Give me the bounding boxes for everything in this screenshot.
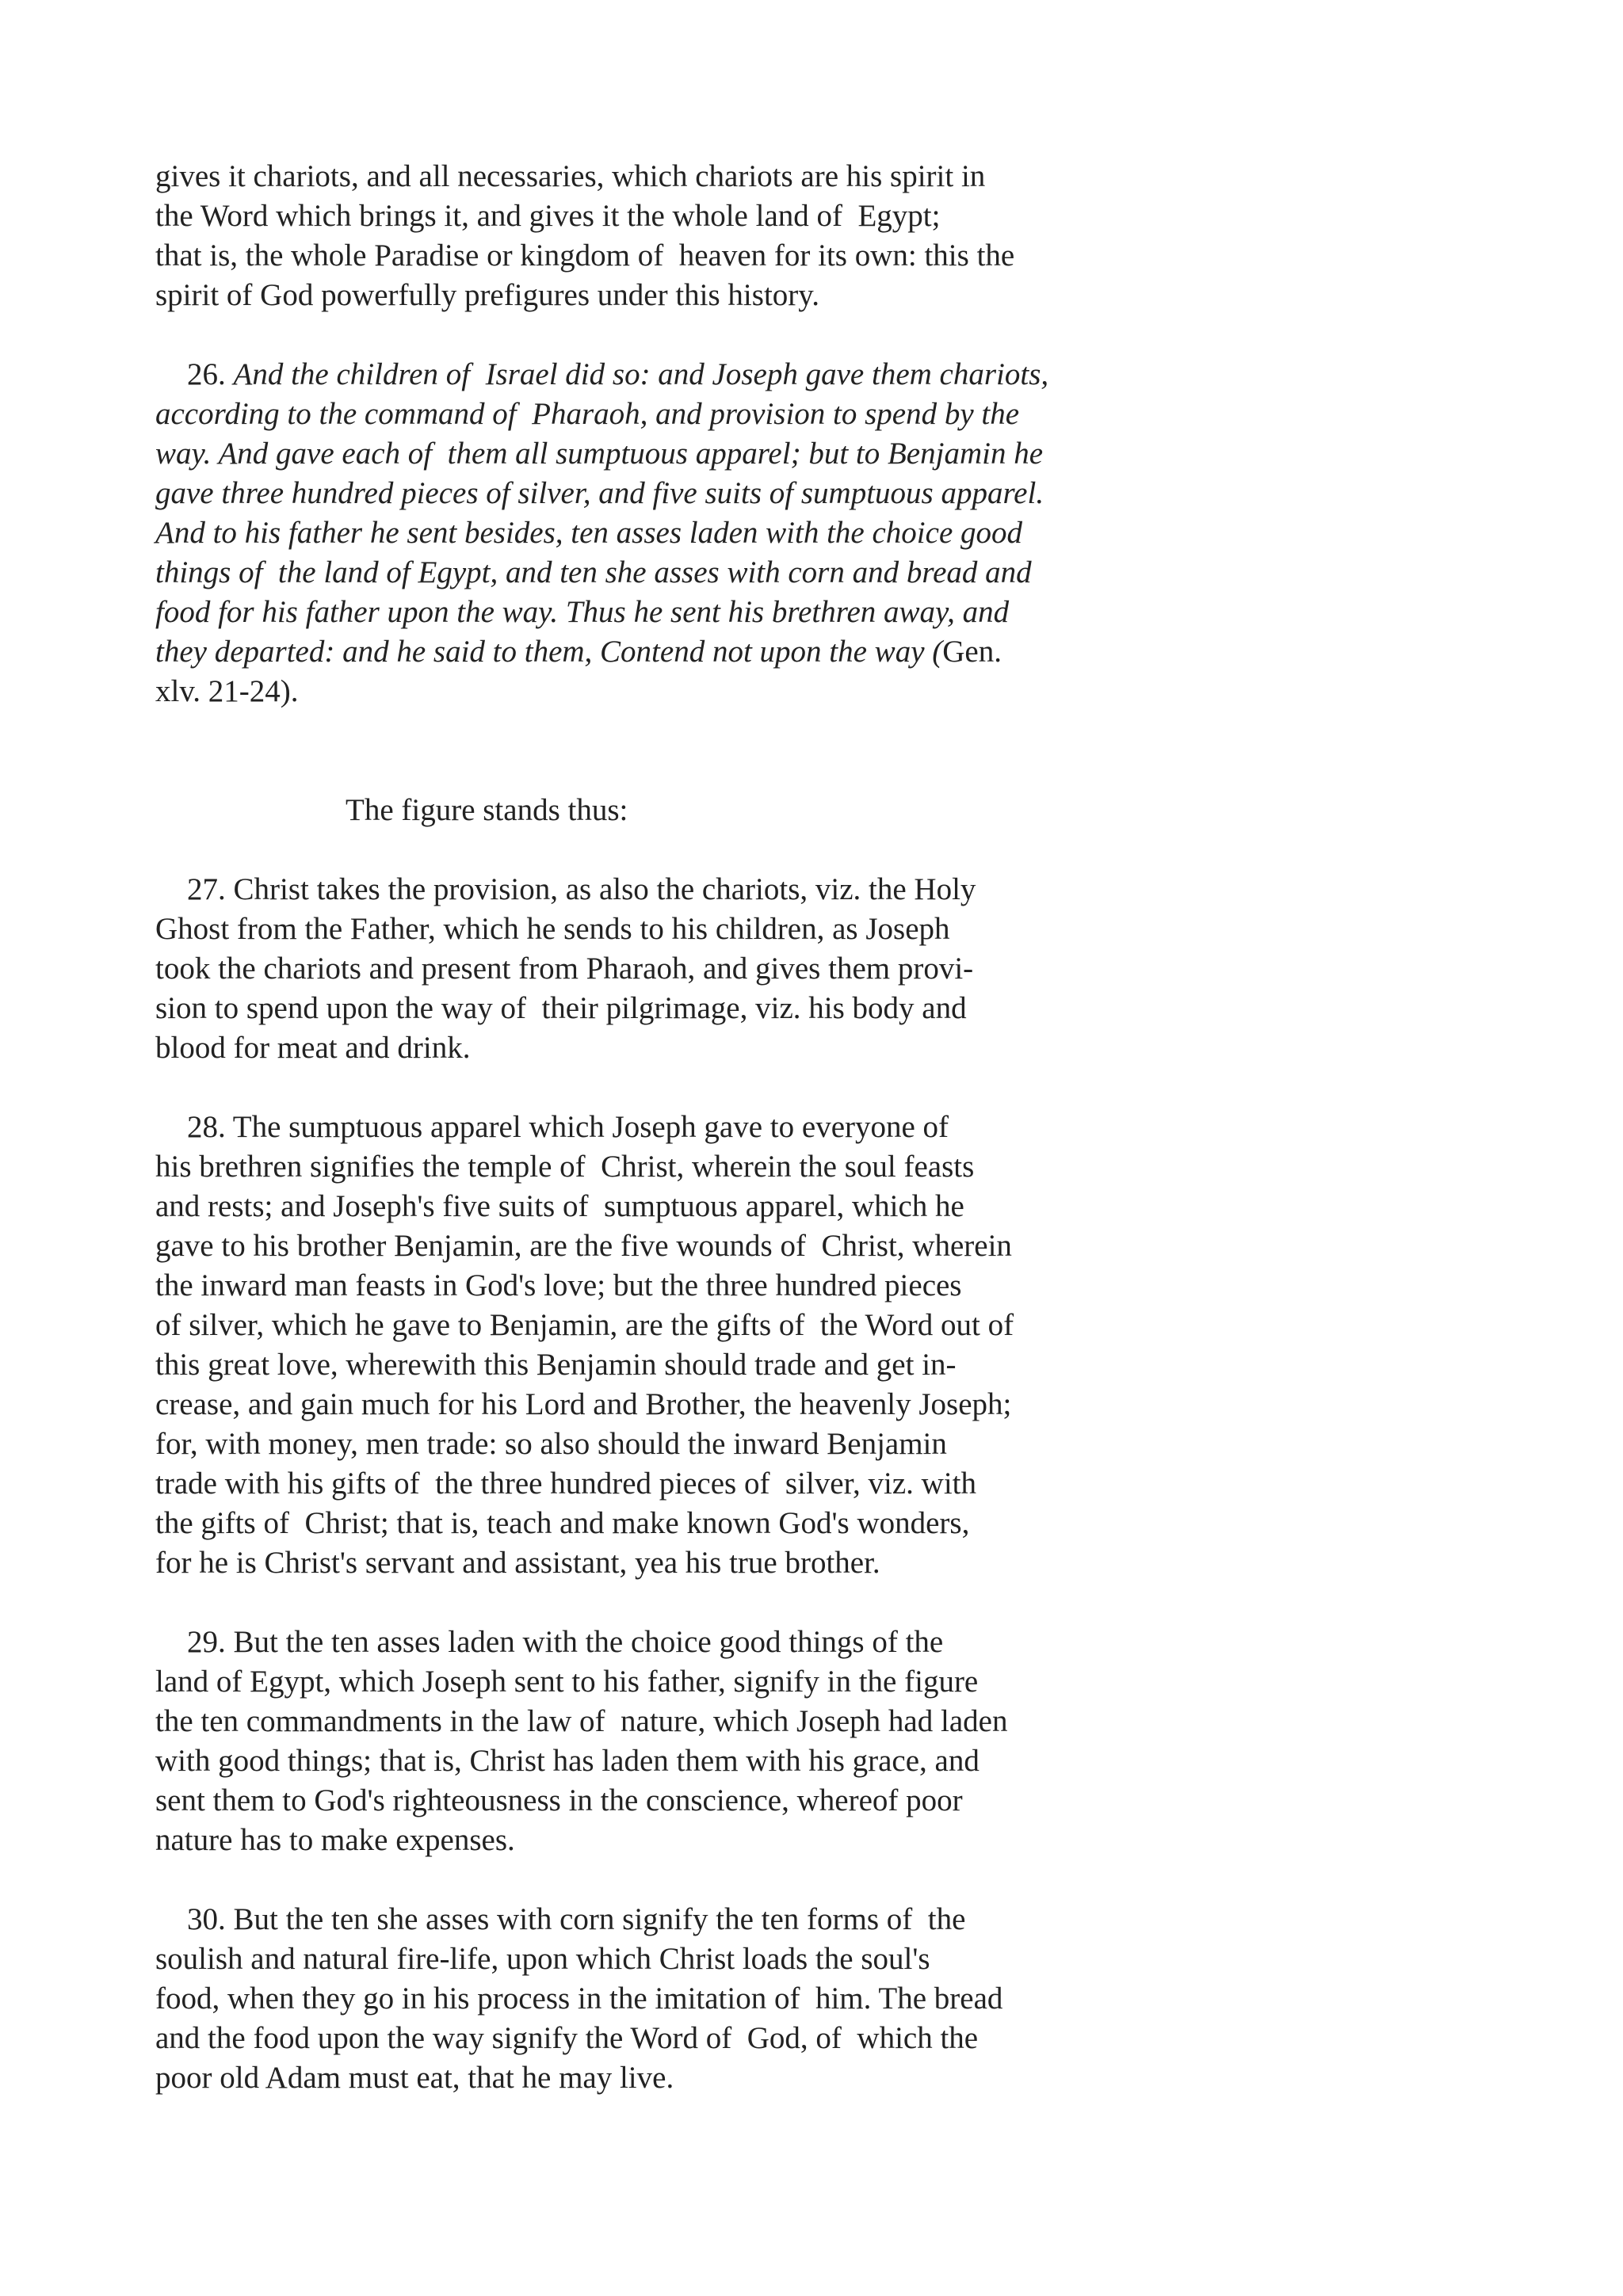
text-line: this great love, wherewith this Benjamin should trade and get in- — [155, 1348, 957, 1382]
text-line: and the food upon the way signify the Word of God, of which the — [155, 2021, 979, 2055]
text-line: took the chariots and present from Pharaoh, and gives them provi- — [155, 952, 974, 986]
text-line: that is, the whole Paradise or kingdom of heaven for its own: this the — [155, 238, 1015, 273]
text-line: for, with money, men trade: so also should the inward Benjamin — [155, 1427, 947, 1461]
scripture-quote: they departed: and he said to them, Contend not upon the way ( — [155, 635, 943, 669]
text-line: 30. But the ten she asses with corn signify the ten forms of the — [187, 1902, 966, 1936]
text-line: the inward man feasts in God's love; but the three hundred pieces — [155, 1268, 962, 1302]
text-line: land of Egypt, which Joseph sent to his father, signify in the figure — [155, 1665, 979, 1699]
text-line: gave three hundred pieces of silver, and five suits of sumptuous apparel. — [155, 476, 1044, 510]
text-line: for he is Christ's servant and assistant, yea his true brother. — [155, 1546, 880, 1580]
text-line: his brethren signifies the temple of Christ, wherein the soul feasts — [155, 1150, 975, 1184]
text-line: trade with his gifts of the three hundred pieces of silver, viz. with — [155, 1466, 976, 1501]
text-line: way. And gave each of them all sumptuous apparel; but to Benjamin he — [155, 437, 1044, 471]
text-line: of silver, which he gave to Benjamin, are the gifts of the Word out of — [155, 1308, 1014, 1342]
text-line: food, when they go in his process in the imitation of him. The bread — [155, 1981, 1003, 2016]
paragraph-number: 26. — [187, 357, 234, 391]
text-line: according to the command of Pharaoh, and provision to spend by the — [155, 397, 1020, 431]
text-line — [187, 355, 1048, 395]
text-line: and rests; and Joseph's five suits of sumptuous apparel, which he — [155, 1189, 964, 1223]
text-line: soulish and natural fire-life, upon which Christ loads the soul's — [155, 1942, 930, 1976]
text-line: blood for meat and drink. — [155, 1031, 471, 1065]
text-line: Ghost from the Father, which he sends to his children, as Joseph — [155, 912, 950, 946]
scripture-quote: And the children of Israel did so: and Joseph gave them chariots, — [233, 357, 1049, 391]
text-line: things of the land of Egypt, and ten she asses with corn and bread and — [155, 555, 1032, 589]
text-line: crease, and gain much for his Lord and Brother, the heavenly Joseph; — [155, 1387, 1012, 1421]
text-line: sion to spend upon the way of their pilgrimage, viz. his body and — [155, 991, 967, 1025]
text-line: 27. Christ takes the provision, as also the chariots, viz. the Holy — [187, 872, 976, 906]
text-line: with good things; that is, Christ has laden them with his grace, and — [155, 1744, 980, 1778]
text-line: gave to his brother Benjamin, are the five wounds of Christ, wherein — [155, 1229, 1012, 1263]
text-line: food for his father upon the way. Thus he sent his brethren away, and — [155, 595, 1010, 629]
text-line: sent them to God's righteousness in the conscience, whereof poor — [155, 1783, 963, 1817]
text-line: 28. The sumptuous apparel which Joseph gave to everyone of — [187, 1110, 949, 1144]
text-line: poor old Adam must eat, that he may live. — [155, 2061, 674, 2095]
text-line: xlv. 21-24). — [155, 674, 299, 708]
text-line: the ten commandments in the law of nature, which Joseph had laden — [155, 1704, 1008, 1738]
text-line: gives it chariots, and all necessaries, which chariots are his spirit in — [155, 159, 986, 193]
text-line: the gifts of Christ; that is, teach and make known God's wonders, — [155, 1506, 970, 1540]
scripture-reference: Gen. — [942, 635, 1002, 669]
text-line: spirit of God powerfully prefigures under this history. — [155, 278, 819, 312]
text-line: the Word which brings it, and gives it the whole land of Egypt; — [155, 199, 941, 233]
section-heading: The figure stands thus: — [346, 793, 628, 827]
text-line: And to his father he sent besides, ten asses laden with the choice good — [155, 516, 1022, 550]
text-line: nature has to make expenses. — [155, 1823, 515, 1857]
text-line — [155, 632, 1002, 672]
text-line: 29. But the ten asses laden with the choice good things of the — [187, 1625, 944, 1659]
